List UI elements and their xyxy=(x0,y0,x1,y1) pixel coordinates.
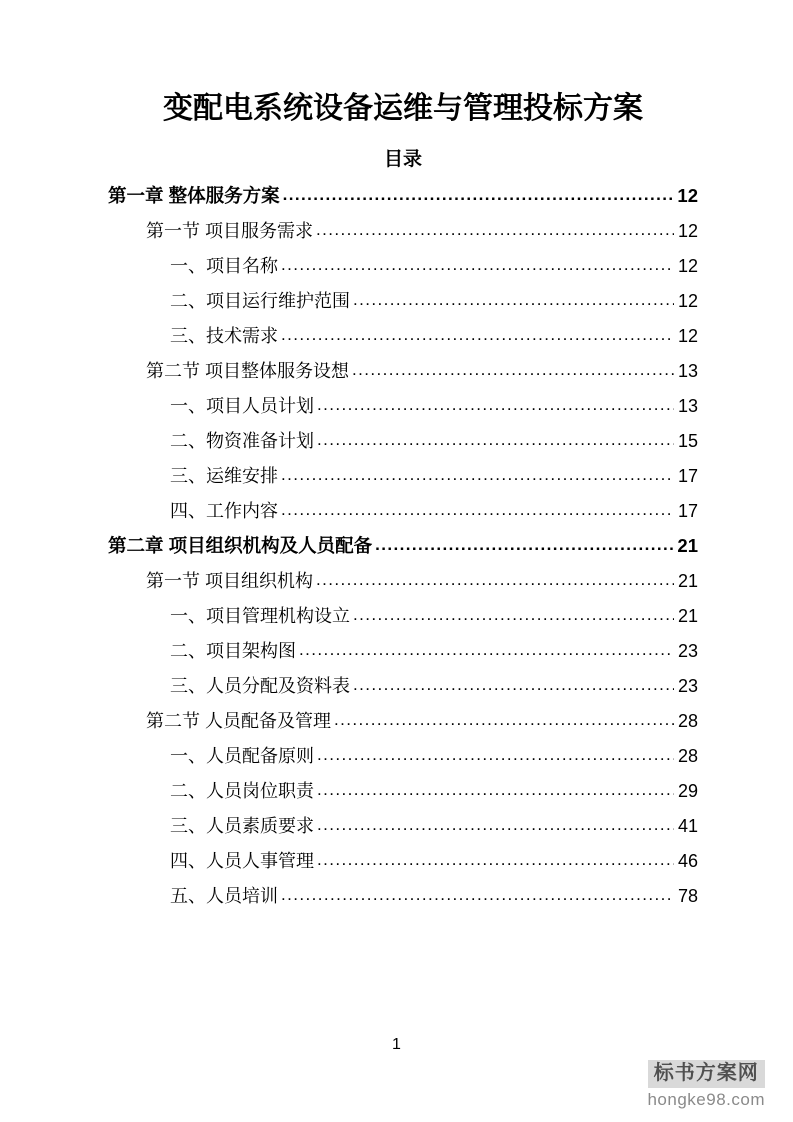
page-title: 变配电系统设备运维与管理投标方案 xyxy=(163,92,643,125)
toc-entry-label: 第二章 项目组织机构及人员配备 xyxy=(108,535,373,556)
toc-entry-label: 三、人员素质要求 xyxy=(170,816,314,836)
toc-entry[interactable] xyxy=(108,185,698,207)
toc-entry-page: 28 xyxy=(677,746,698,766)
toc-entry[interactable] xyxy=(108,745,698,767)
toc-leader-dots xyxy=(299,644,674,662)
toc-entry-label: 四、工作内容 xyxy=(170,501,278,521)
toc-entry-label: 一、项目人员计划 xyxy=(170,396,314,416)
toc-leader-dots xyxy=(375,539,674,557)
toc-entry-label: 五、人员培训 xyxy=(170,886,278,906)
toc-leader-dots xyxy=(281,329,674,347)
watermark-brand-label: 标书方案网 xyxy=(648,1060,765,1088)
toc-entry[interactable] xyxy=(108,780,698,802)
toc-entry-page: 29 xyxy=(677,781,698,801)
toc-entry[interactable] xyxy=(108,220,698,242)
toc-entry-label: 三、运维安排 xyxy=(170,466,278,486)
toc-entry[interactable] xyxy=(108,360,698,382)
toc-leader-dots xyxy=(352,364,674,382)
toc-entry[interactable] xyxy=(108,535,698,557)
toc-leader-dots xyxy=(316,224,674,242)
toc-entry-label: 三、技术需求 xyxy=(170,326,278,346)
toc-entry-page: 13 xyxy=(677,361,698,381)
watermark xyxy=(647,1060,765,1110)
toc-leader-dots xyxy=(281,259,674,277)
toc-entry-page: 15 xyxy=(677,431,698,451)
toc-entry[interactable] xyxy=(108,290,698,312)
toc-entry-label: 二、物资准备计划 xyxy=(170,431,314,451)
toc-entry-page: 21 xyxy=(677,606,698,626)
toc-entry-label: 第二节 项目整体服务设想 xyxy=(146,361,349,381)
toc-entry-page: 41 xyxy=(677,816,698,836)
toc-entry-page: 23 xyxy=(677,641,698,661)
table-of-contents xyxy=(108,185,698,907)
toc-entry-label: 第一节 项目组织机构 xyxy=(146,571,314,591)
toc-leader-dots xyxy=(281,469,674,487)
toc-entry-page: 12 xyxy=(677,326,698,346)
toc-entry[interactable] xyxy=(108,570,698,592)
toc-leader-dots xyxy=(283,189,674,207)
toc-entry[interactable] xyxy=(108,255,698,277)
toc-leader-dots xyxy=(316,574,674,592)
toc-entry-label: 二、项目运行维护范围 xyxy=(170,291,350,311)
toc-entry-page: 17 xyxy=(677,466,698,486)
toc-entry-label: 第一节 项目服务需求 xyxy=(146,221,314,241)
toc-entry[interactable] xyxy=(108,885,698,907)
toc-entry[interactable] xyxy=(108,465,698,487)
footer-page-number: 1 xyxy=(392,1036,401,1053)
toc-entry-page: 78 xyxy=(677,886,698,906)
toc-entry[interactable] xyxy=(108,500,698,522)
toc-leader-dots xyxy=(334,714,674,732)
toc-leader-dots xyxy=(281,889,674,907)
toc-entry-page: 13 xyxy=(677,396,698,416)
toc-leader-dots xyxy=(353,609,674,627)
toc-entry[interactable] xyxy=(108,640,698,662)
toc-entry-label: 第二节 人员配备及管理 xyxy=(146,711,331,731)
toc-entry-label: 三、人员分配及资料表 xyxy=(170,676,350,696)
toc-leader-dots xyxy=(317,819,674,837)
toc-leader-dots xyxy=(317,784,674,802)
toc-entry-page: 21 xyxy=(677,535,698,556)
toc-entry-page: 12 xyxy=(677,291,698,311)
toc-entry-page: 21 xyxy=(677,571,698,591)
toc-leader-dots xyxy=(317,399,674,417)
toc-entry-page: 23 xyxy=(677,676,698,696)
toc-entry-page: 12 xyxy=(677,221,698,241)
toc-entry-label: 一、项目名称 xyxy=(170,256,278,276)
toc-entry-page: 46 xyxy=(677,851,698,871)
toc-entry-page: 12 xyxy=(677,256,698,276)
toc-entry-label: 二、人员岗位职责 xyxy=(170,781,314,801)
toc-entry-page: 12 xyxy=(677,185,698,206)
toc-leader-dots xyxy=(317,434,674,452)
toc-entry[interactable] xyxy=(108,395,698,417)
toc-entry[interactable] xyxy=(108,675,698,697)
toc-entry-label: 二、项目架构图 xyxy=(170,641,296,661)
toc-entry[interactable] xyxy=(108,710,698,732)
toc-entry-label: 一、人员配备原则 xyxy=(170,746,314,766)
watermark-url-label: hongke98.com xyxy=(647,1090,765,1110)
toc-entry-label: 一、项目管理机构设立 xyxy=(170,606,350,626)
toc-entry[interactable] xyxy=(108,850,698,872)
toc-entry[interactable] xyxy=(108,605,698,627)
toc-leader-dots xyxy=(353,679,674,697)
toc-entry-page: 17 xyxy=(677,501,698,521)
toc-heading: 目录 xyxy=(383,149,422,170)
toc-entry[interactable] xyxy=(108,430,698,452)
toc-leader-dots xyxy=(281,504,674,522)
toc-entry[interactable] xyxy=(108,815,698,837)
toc-leader-dots xyxy=(317,749,674,767)
toc-entry[interactable] xyxy=(108,325,698,347)
toc-entry-label: 四、人员人事管理 xyxy=(170,851,314,871)
toc-leader-dots xyxy=(317,854,674,872)
toc-entry-label: 第一章 整体服务方案 xyxy=(108,185,280,206)
toc-entry-page: 28 xyxy=(677,711,698,731)
toc-leader-dots xyxy=(353,294,674,312)
